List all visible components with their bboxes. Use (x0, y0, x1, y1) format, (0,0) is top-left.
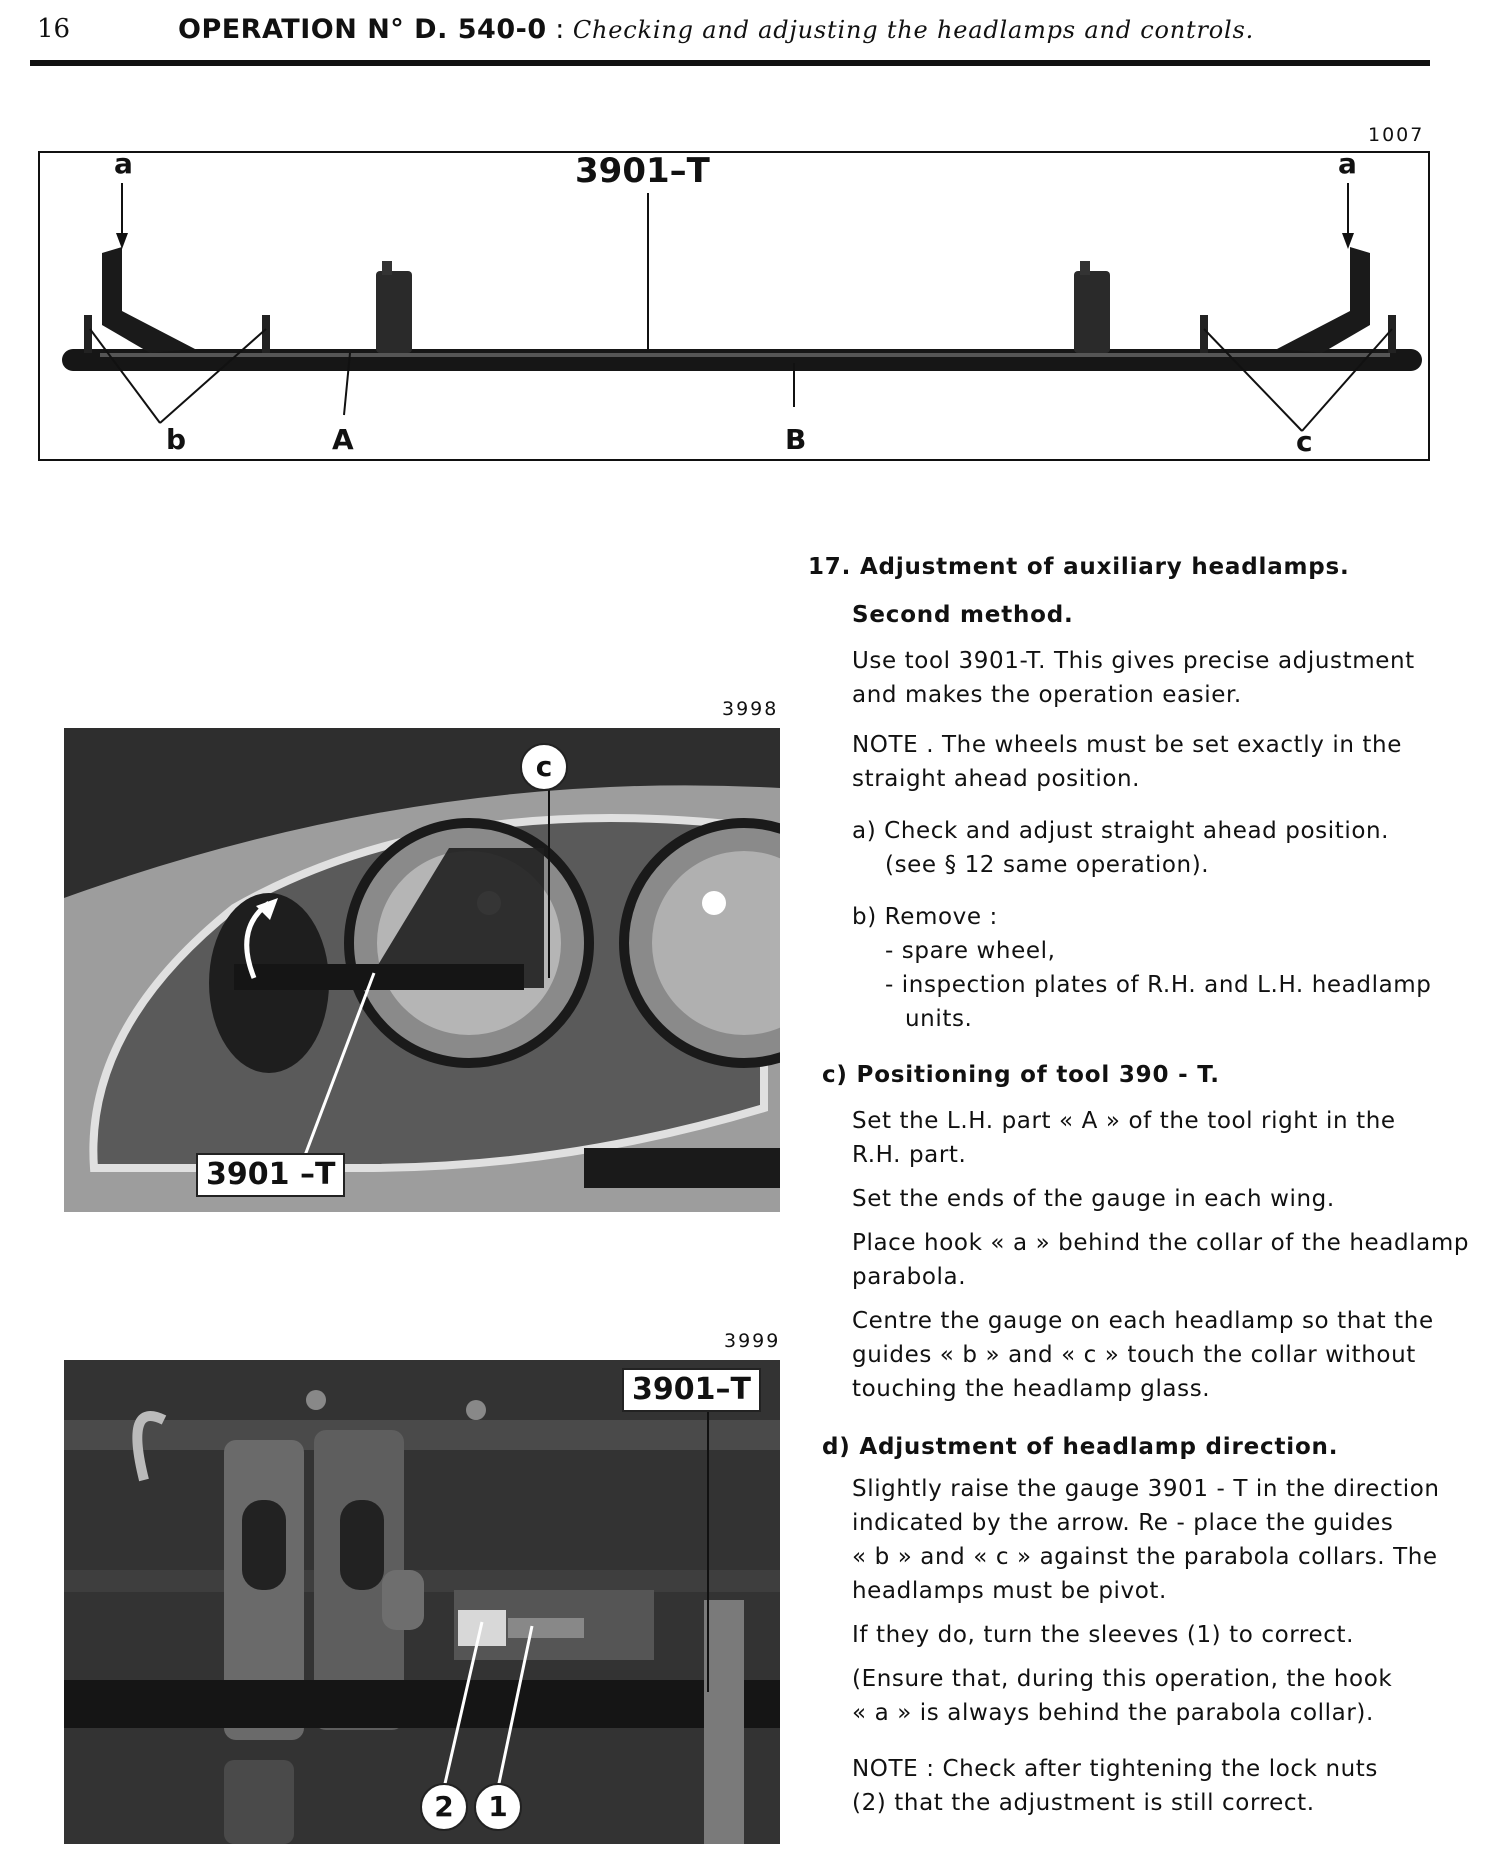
label-a-right: a (1338, 147, 1357, 180)
step-c-para-2: Set the ends of the gauge in each wing. (852, 1186, 1335, 1212)
figure-number-1007: 1007 (1368, 124, 1425, 146)
operation-number: OPERATION N° D. 540-0 (178, 14, 547, 45)
step-d-p1-line-2: indicated by the arrow. Re - place the guides (852, 1510, 1394, 1536)
label-a-left: a (114, 147, 133, 180)
step-c-p1-line-1: Set the L.H. part « A » of the tool right in the (852, 1108, 1396, 1134)
step-c-p3-line-2: parabola. (852, 1264, 967, 1290)
headlamp-photo-drawing (64, 728, 780, 1212)
tool-drawing (40, 153, 1428, 459)
note1-line-2: straight ahead position. (852, 766, 1141, 792)
section-17-heading: 17. Adjustment of auxiliary headlamps. (808, 554, 1350, 580)
step-d-p1-line-4: headlamps must be pivot. (852, 1578, 1167, 1604)
step-c-para-1 (852, 1104, 1483, 1172)
note1-line-1: NOTE . The wheels must be set exactly in the (852, 732, 1402, 758)
step-c-p4-line-3: touching the headlamp glass. (852, 1376, 1211, 1402)
step-b (852, 900, 1483, 1036)
figure-number-3998: 3998 (722, 698, 779, 720)
label-A: A (332, 423, 354, 456)
note2-line-1: NOTE : Check after tightening the lock nuts (852, 1756, 1379, 1782)
step-d-p1-line-3: « b » and « c » against the parabola collars. The (852, 1544, 1438, 1570)
note2-line-2: (2) that the adjustment is still correct. (852, 1790, 1315, 1816)
step-b-line-1: b) Remove : (852, 904, 998, 930)
step-c-p1-line-2: R.H. part. (852, 1142, 967, 1168)
label-c-circle: c (520, 743, 568, 791)
tool-diagram-figure (38, 147, 1430, 461)
adjustment-photo-drawing (64, 1360, 780, 1844)
adjustment-photo (64, 1360, 780, 1844)
header-rule (30, 60, 1430, 66)
step-c-para-3 (852, 1226, 1483, 1294)
step-a-line-2: (see § 12 same operation). (885, 852, 1210, 878)
step-d-para-2: If they do, turn the sleeves (1) to correct. (852, 1622, 1355, 1648)
page-number: 16 (37, 14, 71, 44)
intro-paragraph (852, 644, 1483, 712)
step-a (852, 814, 1483, 882)
label-tool-3901t-photo1: 3901 –T (196, 1153, 345, 1197)
label-2-lock-nuts: 2 (420, 1783, 468, 1831)
label-b: b (166, 423, 187, 456)
intro-line-1: Use tool 3901-T. This gives precise adjustment (852, 648, 1415, 674)
step-d-p3-line-2: « a » is always behind the parabola collar). (852, 1700, 1374, 1726)
step-d-para-1 (852, 1472, 1483, 1608)
note-wheels (852, 728, 1483, 796)
step-d-p3-line-1: (Ensure that, during this operation, the hook (852, 1666, 1393, 1692)
instructions-column (808, 550, 1483, 1820)
label-B: B (785, 423, 807, 456)
step-c-para-4 (852, 1304, 1483, 1406)
figure-number-3999: 3999 (724, 1330, 781, 1352)
step-c-p4-line-2: guides « b » and « c » touch the collar without (852, 1342, 1416, 1368)
title-separator: : (546, 14, 573, 45)
page-title (178, 14, 1254, 45)
label-tool-3901t-photo2: 3901–T (622, 1368, 761, 1412)
step-c-heading: c) Positioning of tool 390 - T. (822, 1062, 1220, 1088)
label-tool-3901t: 3901–T (575, 151, 710, 191)
step-a-line-1: a) Check and adjust straight ahead position. (852, 818, 1390, 844)
step-c-p3-line-1: Place hook « a » behind the collar of the headlamp (852, 1230, 1470, 1256)
intro-line-2: and makes the operation easier. (852, 682, 1242, 708)
step-c-p4-line-1: Centre the gauge on each headlamp so that the (852, 1308, 1434, 1334)
note-lock-nuts (852, 1752, 1483, 1820)
label-1-sleeves: 1 (474, 1783, 522, 1831)
step-d-heading: d) Adjustment of headlamp direction. (822, 1434, 1339, 1460)
step-d-para-3 (852, 1662, 1483, 1730)
step-b-line-4: units. (905, 1006, 973, 1032)
step-d-p1-line-1: Slightly raise the gauge 3901 - T in the direction (852, 1476, 1440, 1502)
method-heading: Second method. (852, 602, 1074, 628)
headlamp-photo (64, 728, 780, 1212)
label-c: c (1296, 425, 1313, 458)
operation-subtitle: Checking and adjusting the headlamps and controls. (572, 16, 1255, 44)
step-b-line-2: - spare wheel, (885, 938, 1056, 964)
step-b-line-3: - inspection plates of R.H. and L.H. headlamp (885, 972, 1432, 998)
